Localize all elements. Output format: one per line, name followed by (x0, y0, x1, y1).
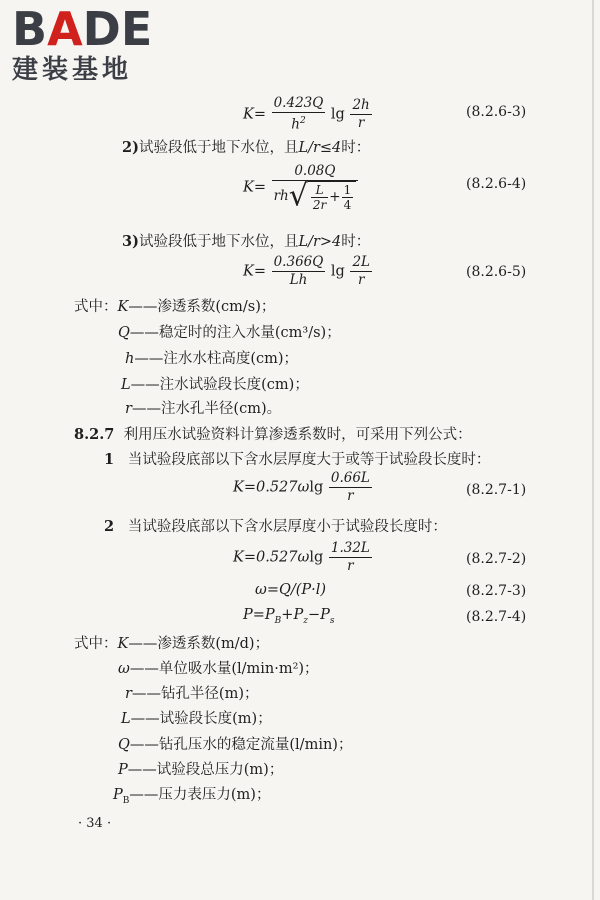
def-symbol: P (113, 787, 123, 803)
numerator: 1.32L (330, 540, 370, 556)
def-desc: ——渗透系数(m/d)； (128, 636, 270, 652)
def-symbol: K (117, 299, 129, 315)
definition-line (74, 634, 269, 654)
numerator: 1 (343, 183, 352, 197)
numerator: 2L (352, 254, 371, 270)
item-tail: 时： (341, 140, 371, 156)
den-h: h (291, 116, 300, 133)
section-number: 8.2.7 (74, 426, 115, 443)
item-condition: L/r>4 (298, 234, 342, 250)
equation-number: (8.2.6-5) (466, 264, 527, 280)
def-symbol: r (125, 686, 132, 702)
item-number: 2) (122, 139, 139, 156)
definition-line (125, 349, 298, 369)
denominator: 4 (343, 198, 352, 212)
equation-number: (8.2.7-2) (466, 551, 527, 567)
fraction (272, 163, 359, 212)
denominator: r (347, 488, 354, 504)
fraction (350, 97, 371, 132)
equation-number: (8.2.6-4) (466, 176, 527, 192)
lg: lg (309, 479, 324, 496)
subscript: B (274, 615, 282, 626)
eq-lhs: K= (243, 106, 266, 123)
numerator: 0.66L (330, 470, 370, 486)
radicand (308, 181, 356, 212)
def-desc: ——压力表压力(m)； (129, 787, 271, 803)
numerator: 0.366Q (273, 254, 324, 270)
definition-line (118, 323, 341, 343)
def-desc: ——渗透系数(cm/s)； (128, 299, 276, 315)
sqrt-icon: √ (288, 178, 308, 214)
def-desc: ——钻孔压水的稳定流量(l/min)； (129, 737, 353, 753)
eq-lhs: P=P (243, 607, 275, 623)
def-symbol: L (121, 377, 131, 393)
denominator: r (357, 114, 365, 131)
item-tail: 时： (341, 234, 371, 250)
def-desc: ——注水孔半径(cm)。 (131, 401, 282, 417)
def-symbol: K (117, 636, 129, 652)
plus: + (329, 189, 341, 205)
den-sup: 2 (299, 116, 306, 126)
def-symbol: ω (118, 661, 130, 677)
eq-mid: +P (281, 607, 304, 623)
definition-line (121, 709, 272, 729)
denominator: Lh (289, 272, 308, 288)
clause-1 (104, 450, 490, 470)
equation-number: (8.2.7-3) (466, 583, 527, 599)
def-desc: ——单位吸水量(l/min·m²)； (129, 661, 319, 677)
omega: ω (297, 479, 310, 496)
item-2 (122, 138, 370, 158)
def-subscript: B (122, 795, 130, 806)
definition-line (121, 375, 309, 395)
item-number: 3) (122, 233, 139, 250)
def-symbol: h (125, 351, 135, 367)
page-edge (592, 0, 594, 900)
def-symbol: P (118, 762, 128, 778)
fraction (329, 540, 372, 575)
logo-subtitle: 建装基地 (12, 55, 133, 85)
fraction (272, 95, 326, 134)
definition-line (125, 684, 259, 704)
eq-lhs: K=0.527 (233, 549, 298, 566)
def-symbol: Q (118, 737, 130, 753)
denominator (272, 113, 326, 134)
def-symbol: r (125, 401, 132, 417)
numerator: 0.08Q (272, 163, 359, 181)
logo-letters-de: DE (82, 2, 153, 56)
denominator: r (347, 558, 354, 574)
item-text: 试验段低于地下水位，且 (138, 234, 299, 250)
clause-text: 当试验段底部以下含水层厚度大于或等于试验段长度时： (127, 452, 491, 468)
equation-8-2-7-1 (233, 470, 373, 505)
denominator (272, 178, 359, 214)
numerator: L (311, 183, 328, 198)
item-3 (122, 232, 370, 252)
equation-number: (8.2.7-1) (466, 482, 527, 498)
clause-text: 当试验段底部以下含水层厚度小于试验段长度时： (127, 519, 447, 535)
eq-lhs: K=0.527 (233, 479, 298, 496)
definition-line (118, 735, 352, 755)
logo-wordmark (12, 2, 182, 56)
fraction (342, 183, 354, 212)
den-prefix: rh (273, 188, 289, 204)
equation-8-2-7-4 (243, 607, 334, 626)
eq-lhs: K= (243, 179, 266, 196)
lg: lg (330, 106, 345, 123)
definition-line (118, 659, 319, 679)
definition-line (113, 785, 270, 811)
fraction (272, 254, 326, 289)
def-desc: ——注水试验段长度(cm)； (130, 377, 309, 393)
definition-line (118, 760, 283, 780)
page-number: · 34 · (78, 816, 112, 831)
equation-number: (8.2.6-3) (466, 104, 527, 120)
item-text: 试验段低于地下水位，且 (138, 140, 299, 156)
def-prefix: 式中： (74, 299, 118, 315)
subscript: s (329, 615, 335, 626)
def-desc: ——试验段总压力(m)； (127, 762, 284, 778)
fraction (329, 470, 372, 505)
def-symbol: Q (118, 325, 130, 341)
numerator: 2h (352, 96, 370, 113)
clause-2 (104, 517, 447, 537)
section-8-2-7 (74, 425, 472, 445)
lg: lg (309, 549, 324, 566)
def-desc: ——稳定时的注入水量(cm³/s)； (129, 325, 341, 341)
equation-8-2-6-3 (243, 95, 373, 134)
clause-number: 2 (104, 518, 115, 535)
def-prefix: 式中： (74, 636, 118, 652)
def-desc: ——注水水柱高度(cm)； (134, 351, 299, 367)
numerator: 0.423Q (273, 95, 324, 111)
subscript: z (303, 615, 308, 626)
bade-logo (12, 2, 182, 85)
fraction (311, 183, 328, 212)
equation-number: (8.2.7-4) (466, 609, 527, 625)
logo-letter-b: B (12, 2, 48, 56)
equation-8-2-6-5 (243, 254, 373, 289)
denominator: 2r (312, 198, 327, 212)
eq-end: −P (307, 607, 330, 623)
def-desc: ——试验段长度(m)； (130, 711, 272, 727)
definition-line (125, 399, 281, 419)
equation-8-2-6-4 (243, 163, 359, 212)
section-text: 利用压水试验资料计算渗透系数时，可采用下列公式： (123, 427, 472, 443)
equation-8-2-7-3: ω=Q/(P·l) (255, 582, 327, 598)
denominator: r (358, 272, 365, 288)
definition-line (74, 297, 275, 317)
clause-number: 1 (104, 451, 115, 468)
lg: lg (330, 263, 345, 280)
equation-8-2-7-2 (233, 540, 373, 575)
def-symbol: L (121, 711, 131, 727)
eq-lhs: K= (243, 263, 266, 280)
omega: ω (297, 549, 310, 566)
fraction (350, 254, 372, 289)
item-condition: L/r≤4 (298, 140, 342, 156)
logo-letter-a: A (47, 2, 83, 56)
def-desc: ——钻孔半径(m)； (131, 686, 259, 702)
